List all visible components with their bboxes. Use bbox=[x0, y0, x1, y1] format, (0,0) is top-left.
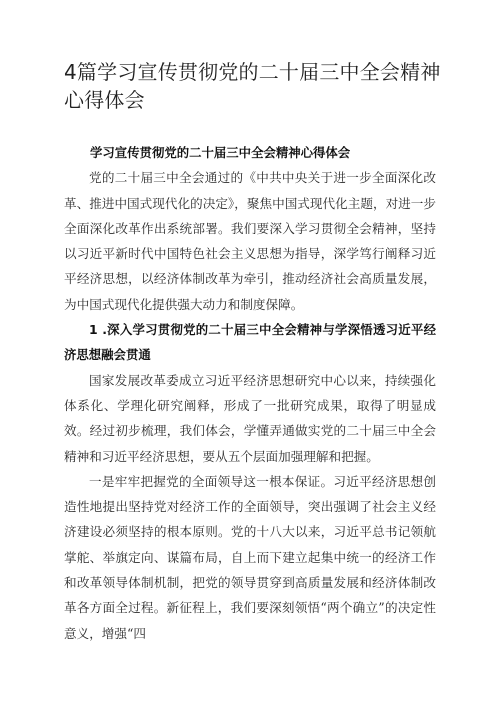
paragraph: 党的二十届三中全会通过的《中共中央关于进一步全面深化改革、推进中国式现代化的决定》，聚焦中国式现代化主题，对进一步全面深化改革作出系统部署。我们要深入学习贯彻全会精神，坚持以习近平新时代中国特色社会主义思想为指导，深学笃行阐释习近平经济思想，以经济体制改革为牵引，推动经济社会高质量发展，为中国式现代化提供强大动力和制度保障。 bbox=[64, 170, 436, 312]
paragraph: 一是牢牢把握党的全面领导这一根本保证。习近平经济思想创造性地提出坚持党对经济工作的全面领导，突出强调了社会主义经济建设必须坚持的根本原则。党的十八大以来，习近平总书记领航掌舵、举旗定向、谋篇布局，自上而下建立起集中统一的经济工作和改革领导体制机制，把党的领导贯穿到高质量发展和经济体制改革各方面全过程。新征程上，我们要深刻领悟“两个确立”的决定性意义，增强“四 bbox=[64, 473, 436, 641]
document-title: 4篇学习宣传贯彻党的二十届三中全会精神心得体会 bbox=[64, 60, 441, 112]
sub-heading: 1 .深入学习贯彻党的二十届三中全会精神与学深悟透习近平经济思想融会贯通 bbox=[64, 322, 436, 363]
paragraph: 国家发展改革委成立习近平经济思想研究中心以来，持续强化体系化、学理化研究阐释，形成了一批研究成果，取得了明显成效。经过初步梳理，我们体会，学懂弄通做实党的二十届三中全会精神和习近平经济思想，要从五个层面加强理解和把握。 bbox=[64, 372, 436, 464]
document-body bbox=[64, 140, 436, 646]
section-heading: 学习宣传贯彻党的二十届三中全会精神心得体会 bbox=[90, 145, 351, 160]
